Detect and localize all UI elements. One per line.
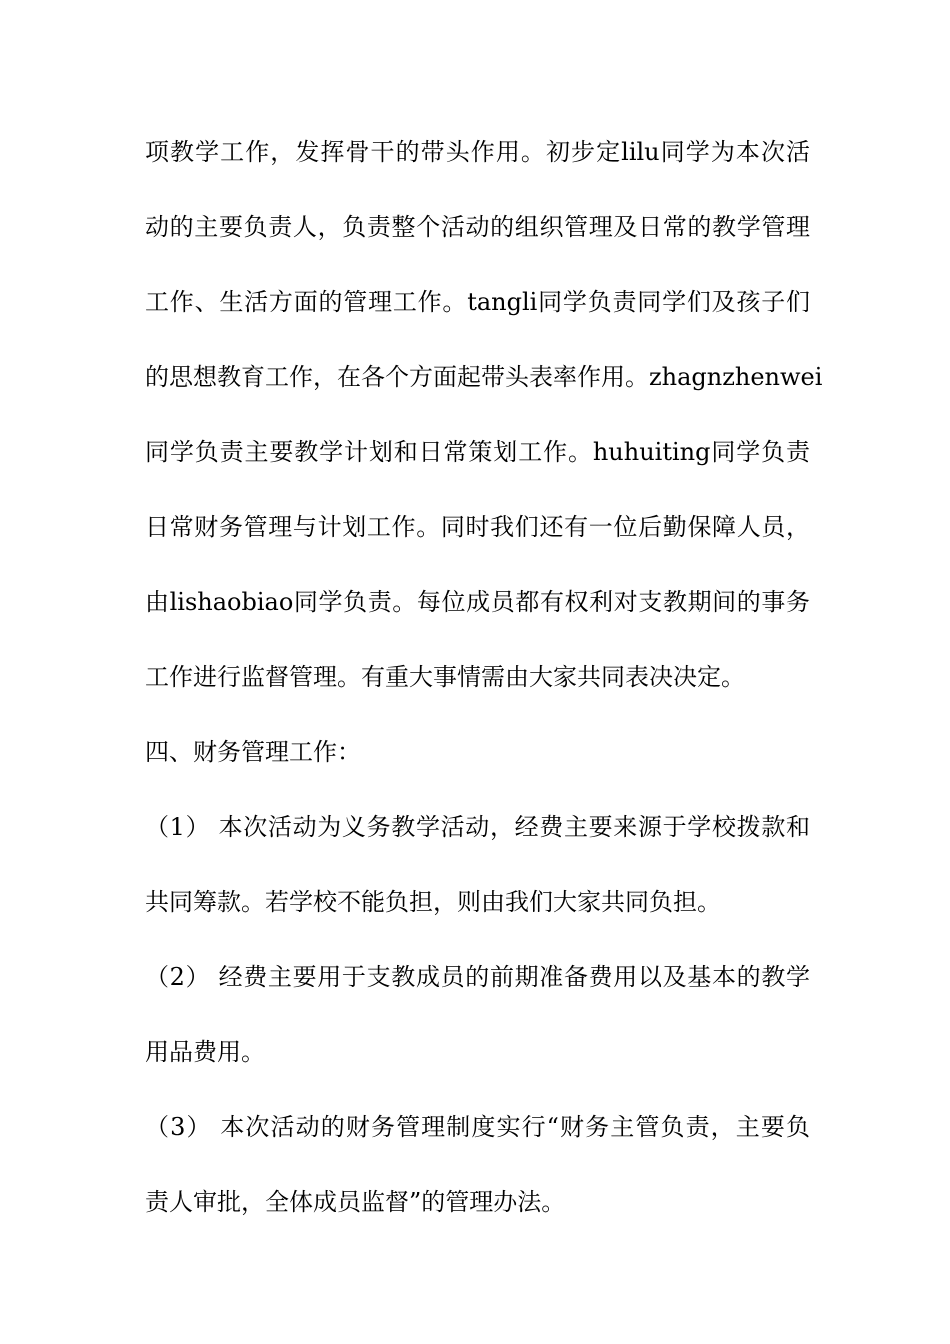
text-line: （3） 本次活动的财务管理制度实行“财务主管负责，主要负 — [145, 1113, 810, 1141]
text-line: 共同筹款。若学校不能负担，则由我们大家共同负担。 — [145, 888, 721, 916]
text-line: （2） 经费主要用于支教成员的前期准备费用以及基本的教学 — [145, 963, 810, 991]
text-line: 动的主要负责人，负责整个活动的组织管理及日常的教学管理 — [145, 213, 810, 241]
text-line: 日常财务管理与计划工作。同时我们还有一位后勤保障人员， — [145, 513, 810, 541]
section-heading: 四、财务管理工作： — [145, 738, 361, 766]
text-line: 工作进行监督管理。有重大事情需由大家共同表决决定。 — [145, 663, 745, 691]
text-line: 同学负责主要教学计划和日常策划工作。huhuiting同学负责 — [145, 438, 810, 466]
text-line: 的思想教育工作，在各个方面起带头表率作用。zhagnzhenwei — [145, 363, 823, 391]
text-line: 责人审批，全体成员监督”的管理办法。 — [145, 1188, 566, 1216]
document-body — [145, 131, 823, 1256]
text-line: （1） 本次活动为义务教学活动，经费主要来源于学校拨款和 — [145, 813, 810, 841]
text-line: 工作、生活方面的管理工作。tangli同学负责同学们及孩子们 — [145, 288, 810, 316]
text-line: 项教学工作，发挥骨干的带头作用。初步定lilu同学为本次活 — [145, 138, 810, 166]
text-line: 用品费用。 — [145, 1038, 265, 1066]
text-line: 由lishaobiao同学负责。每位成员都有权利对支教期间的事务 — [145, 588, 810, 616]
